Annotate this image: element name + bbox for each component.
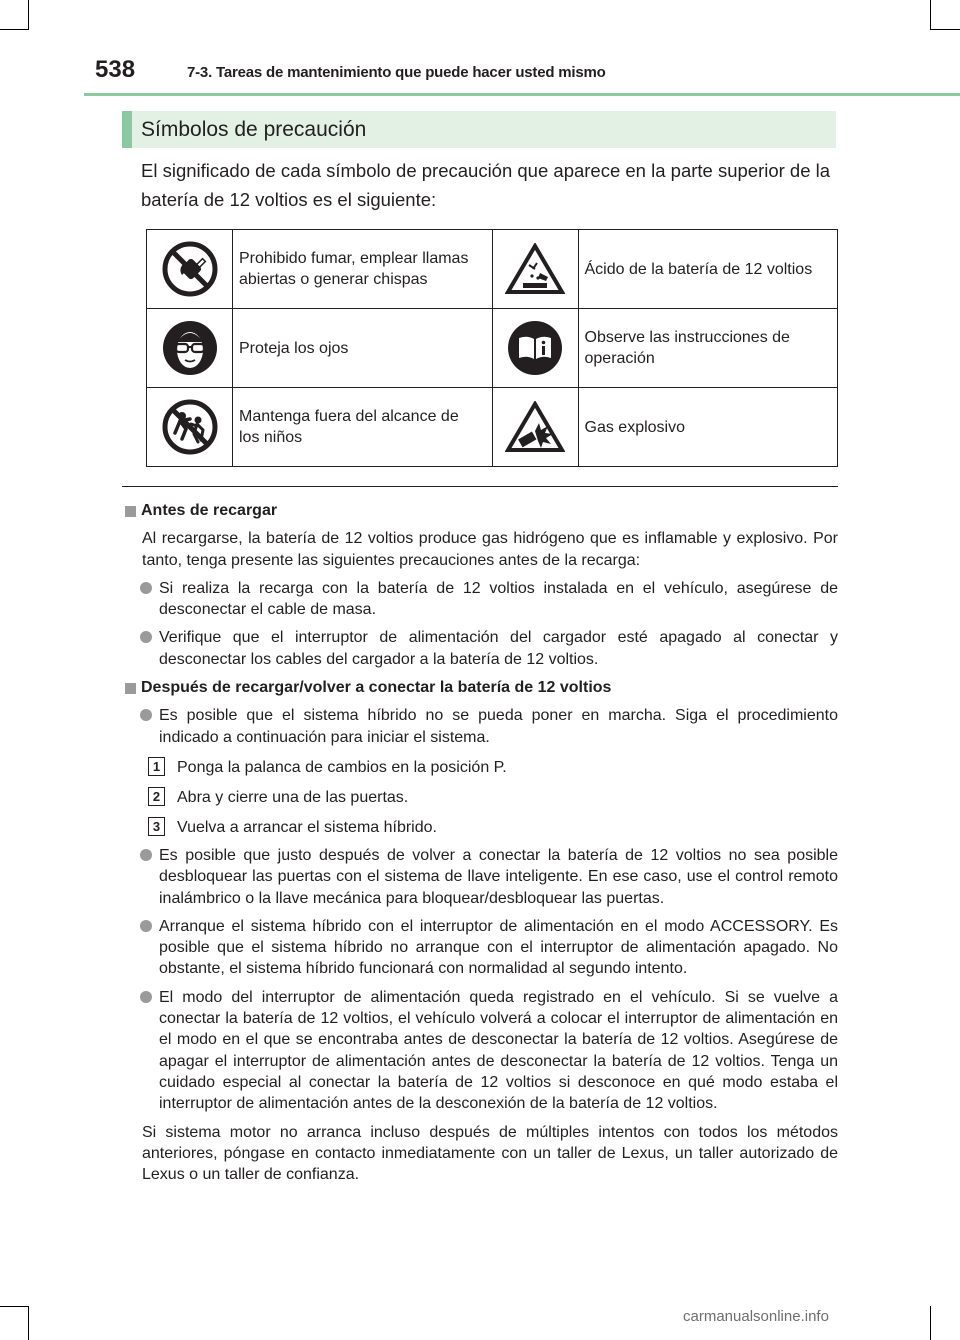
crop-mark xyxy=(0,29,29,30)
crop-mark xyxy=(930,0,931,30)
paragraph: Al recargarse, la batería de 12 voltios produce gas hidrógeno que es inflamable y explosivo. Por tanto, tenga presente las siguientes precauciones antes de la recarga: xyxy=(142,530,838,569)
section-intro: El significado de cada símbolo de precaución que aparece en la parte superior de la batería de 12 voltios es el siguiente: xyxy=(141,160,831,210)
step-number: 2 xyxy=(148,787,165,806)
eye-protection-icon xyxy=(162,320,218,376)
running-head: 7-3. Tareas de mantenimiento que puede hacer usted mismo xyxy=(187,64,606,81)
list-item: Si realiza la recarga con la batería de 12 voltios instalada en el vehículo, asegúrese de desconectar el cable de masa. xyxy=(159,578,838,621)
list-item: Es posible que justo después de volver a conectar la batería de 12 voltios no sea posible desbloquear las puertas con el sistema de llave inteligente. En ese caso, use el control remoto inalámbrico o la llave mecánica para bloquear/desbloquear las puertas. xyxy=(159,845,838,909)
table-row xyxy=(147,230,838,309)
square-bullet-icon xyxy=(125,506,136,517)
square-bullet-icon xyxy=(125,683,136,694)
crop-mark xyxy=(930,1306,931,1340)
manual-icon xyxy=(507,320,563,376)
crop-mark xyxy=(28,1306,29,1340)
page-number: 538 xyxy=(95,56,136,83)
keep-away-children-icon xyxy=(162,399,218,455)
bullet-icon xyxy=(140,991,152,1003)
closing-paragraph: Si sistema motor no arranca incluso después de múltiples intentos con todos los métodos anteriores, póngase en contacto inmediatamente con un taller de Lexus, un taller autorizado de Lexus o un taller de confianza. xyxy=(142,1123,838,1184)
step: 3 Vuelva a arrancar el sistema híbrido. xyxy=(177,817,838,838)
symbol-label: Gas explosivo xyxy=(578,388,838,467)
step-number: 3 xyxy=(148,817,165,836)
crop-mark xyxy=(0,1306,29,1307)
bullet-icon xyxy=(140,582,152,594)
header-rule xyxy=(84,93,960,96)
table-row xyxy=(147,309,838,388)
symbol-label: Ácido de la batería de 12 voltios xyxy=(578,230,838,309)
list-item: Es posible que el sistema híbrido no se pueda poner en marcha. Siga el procedimiento indicado a continuación para iniciar el sistema. xyxy=(159,705,838,748)
step: 2 Abra y cierre una de las puertas. xyxy=(177,787,838,808)
bullet-icon xyxy=(140,920,152,932)
acid-icon xyxy=(505,243,565,295)
section-title: Símbolos de precaución xyxy=(122,111,836,148)
bullet-icon xyxy=(140,631,152,643)
step: 1 Ponga la palanca de cambios en la posición P. xyxy=(177,757,838,778)
crop-mark xyxy=(28,0,29,30)
no-smoking-icon xyxy=(162,241,218,297)
watermark: carmanualsonline.info xyxy=(683,1308,829,1325)
table-row xyxy=(147,388,838,467)
crop-mark xyxy=(930,29,960,30)
list-item: Verifique que el interruptor de alimentación del cargador esté apagado al conectar y desconectar los cables del cargador a la batería de 12 voltios. xyxy=(159,627,838,670)
bullet-icon xyxy=(140,709,152,721)
symbols-table xyxy=(146,229,838,467)
section-divider xyxy=(122,486,838,487)
symbol-label: Prohibido fumar, emplear llamas abiertas o generar chispas xyxy=(233,230,493,309)
symbol-label: Observe las instrucciones de operación xyxy=(578,309,838,388)
subheading: Antes de recargar xyxy=(122,500,838,521)
symbol-label: Mantenga fuera del alcance de los niños xyxy=(233,388,493,467)
explosive-gas-icon xyxy=(505,401,565,453)
list-item: El modo del interruptor de alimentación queda registrado en el vehículo. Si se vuelve a conectar la batería de 12 voltios, el vehículo volverá a colocar el interruptor de alimentación en el modo en el que se encontraba antes de desconectar la batería de 12 voltios. Asegúrese de apagar el interruptor de alimentación antes de desconectar la batería de 12 voltios. Tenga un cuidado especial al conectar la batería de 12 voltios si desconoce en qué modo estaba el interruptor de alimentación antes de la desconexión de la batería de 12 voltios. xyxy=(159,987,838,1115)
list-item: Arranque el sistema híbrido con el interruptor de alimentación en el modo ACCESSORY. Es posible que el sistema híbrido no arranque con el interruptor de alimentación apagado. No obstante, el sistema híbrido funcionará con normalidad al segundo intento. xyxy=(159,916,838,980)
body-text xyxy=(122,496,838,1185)
symbol-label: Proteja los ojos xyxy=(233,309,493,388)
bullet-icon xyxy=(140,849,152,861)
step-number: 1 xyxy=(148,757,165,776)
subheading: Después de recargar/volver a conectar la batería de 12 voltios xyxy=(122,677,838,698)
